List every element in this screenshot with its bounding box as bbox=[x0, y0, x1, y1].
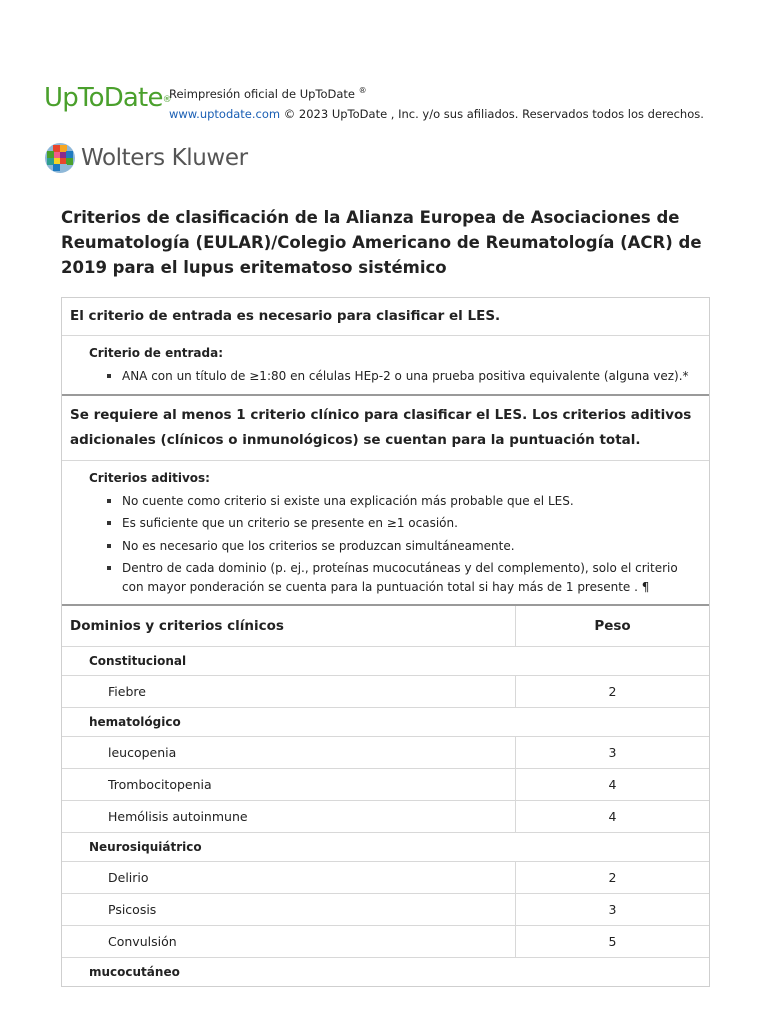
list-item: ANA con un título de ≥1:80 en células HEp-2 o una prueba positiva equivalente (alguna vez).* bbox=[122, 365, 701, 388]
table-row bbox=[62, 894, 709, 926]
entry-criterion-subheading: Criterio de entrada: bbox=[89, 346, 223, 360]
list-item: No cuente como criterio si existe una explicación más probable que el LES. bbox=[122, 490, 701, 513]
entry-criterion-list bbox=[89, 365, 701, 388]
table-row bbox=[62, 862, 709, 894]
table-row bbox=[62, 801, 709, 833]
wolters-kluwer-logo[interactable] bbox=[44, 141, 248, 175]
criterion-label: leucopenia bbox=[62, 737, 516, 768]
list-item: Dentro de cada dominio (p. ej., proteínas mucocutáneas y del complemento), solo el criterio con mayor ponderación se cuenta para la puntuación total si hay más de 1 presente . ¶ bbox=[122, 557, 701, 597]
criterion-label: Convulsión bbox=[62, 926, 516, 957]
criterion-label: Trombocitopenia bbox=[62, 769, 516, 800]
table-row bbox=[62, 769, 709, 801]
wolters-kluwer-icon bbox=[44, 142, 76, 174]
criterion-weight: 2 bbox=[608, 684, 617, 699]
wolters-kluwer-text: Wolters Kluwer bbox=[81, 145, 248, 171]
criterion-label: Hemólisis autoinmune bbox=[62, 801, 516, 832]
domains-table-header bbox=[62, 604, 709, 647]
domain-row-neuropsychiatric: Neurosiquiátrico bbox=[62, 833, 709, 862]
criterion-label: Delirio bbox=[62, 862, 516, 893]
table-row bbox=[62, 926, 709, 958]
column-header-domains: Dominios y criterios clínicos bbox=[62, 606, 516, 646]
criterion-weight: 5 bbox=[608, 934, 617, 949]
page-title: Criterios de clasificación de la Alianza Europea de Asociaciones de Reumatología (EULAR)/Colegio Americano de Reumatología (ACR) de 2019 para el lupus eritematoso sistémico bbox=[61, 208, 702, 277]
column-header-weight: Peso bbox=[594, 618, 631, 634]
criterion-weight: 2 bbox=[608, 870, 617, 885]
criterion-weight: 3 bbox=[608, 902, 617, 917]
copyright-text: © 2023 UpToDate , Inc. y/o sus afiliados. Reservados todos los derechos. bbox=[280, 106, 704, 121]
additive-criteria-heading: Se requiere al menos 1 criterio clínico para clasificar el LES. Los criterios aditivos adicionales (clínicos o inmunológicos) se cuentan para la puntuación total. bbox=[62, 394, 709, 461]
uptodate-logo-text: UpToDate bbox=[44, 83, 163, 113]
domain-row-mucocutaneous: mucocutáneo bbox=[89, 965, 180, 979]
additive-criteria-subheading: Criterios aditivos: bbox=[89, 471, 210, 485]
uptodate-logo[interactable] bbox=[44, 80, 171, 116]
reprint-label: Reimpresión oficial de UpToDate bbox=[169, 86, 355, 101]
table-row bbox=[62, 737, 709, 769]
criterion-label: Fiebre bbox=[62, 676, 516, 707]
domain-row-hematologic: hematológico bbox=[62, 708, 709, 737]
list-item: Es suficiente que un criterio se presente en ≥1 ocasión. bbox=[122, 512, 701, 535]
domain-row-constitutional: Constitucional bbox=[62, 647, 709, 676]
criterion-weight: 4 bbox=[608, 777, 617, 792]
list-item: No es necesario que los criterios se produzcan simultáneamente. bbox=[122, 535, 701, 558]
additive-criteria-list bbox=[89, 490, 701, 598]
criteria-table bbox=[61, 297, 710, 987]
criterion-weight: 4 bbox=[608, 809, 617, 824]
reprint-notice bbox=[169, 82, 704, 123]
additive-criteria-body bbox=[62, 461, 709, 604]
criterion-label: Psicosis bbox=[62, 894, 516, 925]
reprint-registered-mark: ® bbox=[358, 86, 367, 95]
entry-criterion-heading: El criterio de entrada es necesario para clasificar el LES. bbox=[62, 298, 709, 336]
criterion-weight: 3 bbox=[608, 745, 617, 760]
registered-mark: ® bbox=[162, 95, 171, 105]
entry-criterion-body bbox=[62, 336, 709, 394]
table-row bbox=[62, 676, 709, 708]
uptodate-link[interactable]: www.uptodate.com bbox=[169, 106, 281, 121]
